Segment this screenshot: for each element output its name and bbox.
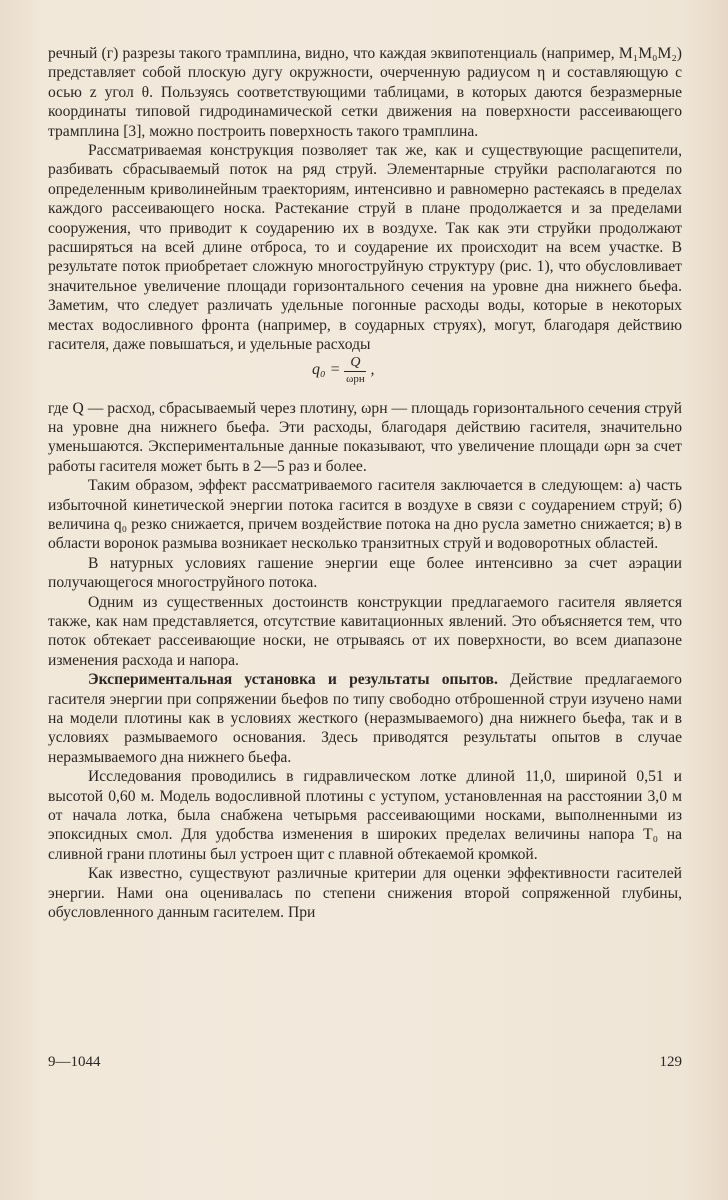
paragraph-1: речный (г) разрезы такого трамплина, видно, что каждая эквипотенциаль (например, M₁M₀M₂) представляет собой плоскую дугу окружности, очерченную радиусом η и составляющую с осью z угол θ. Пользуясь соответствующими таблицами, в которых даются безразмерные координаты типовой гидродинамической сетки движения на поверхности рассеивающего трамплина [3], можно построить поверхность такого трамплина. <box>48 45 682 140</box>
formula-numerator: Q <box>344 355 366 372</box>
formula-denominator: ωрн <box>346 372 365 385</box>
printer-signature: 9—1044 <box>48 1054 101 1070</box>
formula-fraction <box>344 355 366 386</box>
paragraph-7-text: Действие предлагаемого гасителя энергии при сопряжении бьефов по типу свободно отброшенной струи изучено нами на модели плотины как в условиях жесткого (неразмываемого) дна нижнего бьефа, так и в условиях размываемого основания. Здесь приводятся результаты опытов в случае неразмываемого дна нижнего бьефа. <box>48 671 682 766</box>
paragraph-7 <box>48 670 682 767</box>
section-heading: Экспериментальная установка и результаты опытов. <box>88 671 498 689</box>
page-number: 129 <box>659 1054 682 1070</box>
paragraph-6: Одним из существенных достоинств конструкции предлагаемого гасителя является также, как нам представляется, отсутствие кавитационных явлений. Это объясняется тем, что поток обтекает рассеивающие носки, не отрываясь от их поверхности, во всем диапазоне изменения расхода и напора. <box>48 593 682 669</box>
formula-lhs: q₀ = <box>312 361 341 379</box>
formula-tail: , <box>370 361 375 379</box>
body-text <box>48 44 682 922</box>
formula-q0 <box>48 355 682 399</box>
paragraph-4: Таким образом, эффект рассматриваемого гасителя заключается в следующем: а) часть избыточной кинетической энергии потока гасится в воздухе в связи с соударением струй; б) величина q₀ резко снижается, причем воздействие потока на дно русла заметно снижается; в) в области воронок размыва возникает несколько транзитных струй и водоворотных областей. <box>48 477 682 553</box>
paragraph-8: Исследования проводились в гидравлическом лотке длиной 11,0, шириной 0,51 и высотой 0,60 м. Модель водосливной плотины с уступом, установленная на расстоянии 3,0 м от начала лотка, была снабжена четырьмя рассеивающими носками, выполненными из эпоксидных смол. Для удобства изменения в широких пределах величины напора T₀ на сливной грани плотины был устроен щит с плавной обтекаемой кромкой. <box>48 768 682 863</box>
paragraph-3: где Q — расход, сбрасываемый через плотину, ωрн — площадь горизонтального сечения струй на уровне дна нижнего бьефа. Эти расходы, благодаря действию гасителя, значительно уменьшаются. Экспериментальные данные показывают, что увеличение площади ωрн за счет работы гасителя может быть в 2—5 раз и более. <box>48 399 682 475</box>
paragraph-5: В натурных условиях гашение энергии еще более интенсивно за счет аэрации получающегося многоструйного потока. <box>48 554 682 592</box>
paragraph-9: Как известно, существуют различные критерии для оценки эффективности гасителей энергии. Нами она оценивалась по степени снижения второй сопряженной глубины, обусловленного данным гасителем. При <box>48 865 682 922</box>
paragraph-2: Рассматриваемая конструкция позволяет так же, как и существующие расщепители, разбивать сбрасываемый поток на ряд струй. Элементарные струйки располагаются по определенным криволинейным траекториям, интенсивно и равномерно растекаясь в пределах каждого рассеивающего носка. Растекание струй в плане продолжается и за пределами сооружения, что приводит к соударению их в воздухе. Так как эти струйки продолжают расширяться на всей длине отброса, то и соударение их происходит на всем участке. В результате поток приобретает сложную многоструйную структуру (рис. 1), что обусловливает значительное увеличение площади горизонтального сечения на уровне дна нижнего бьефа. Заметим, что следует различать удельные погонные расходы воды, которые в некоторых местах водосливного фронта (например, в соударных струях), могут, благодаря действию гасителя, даже повышаться, и удельные расходы <box>48 142 682 354</box>
